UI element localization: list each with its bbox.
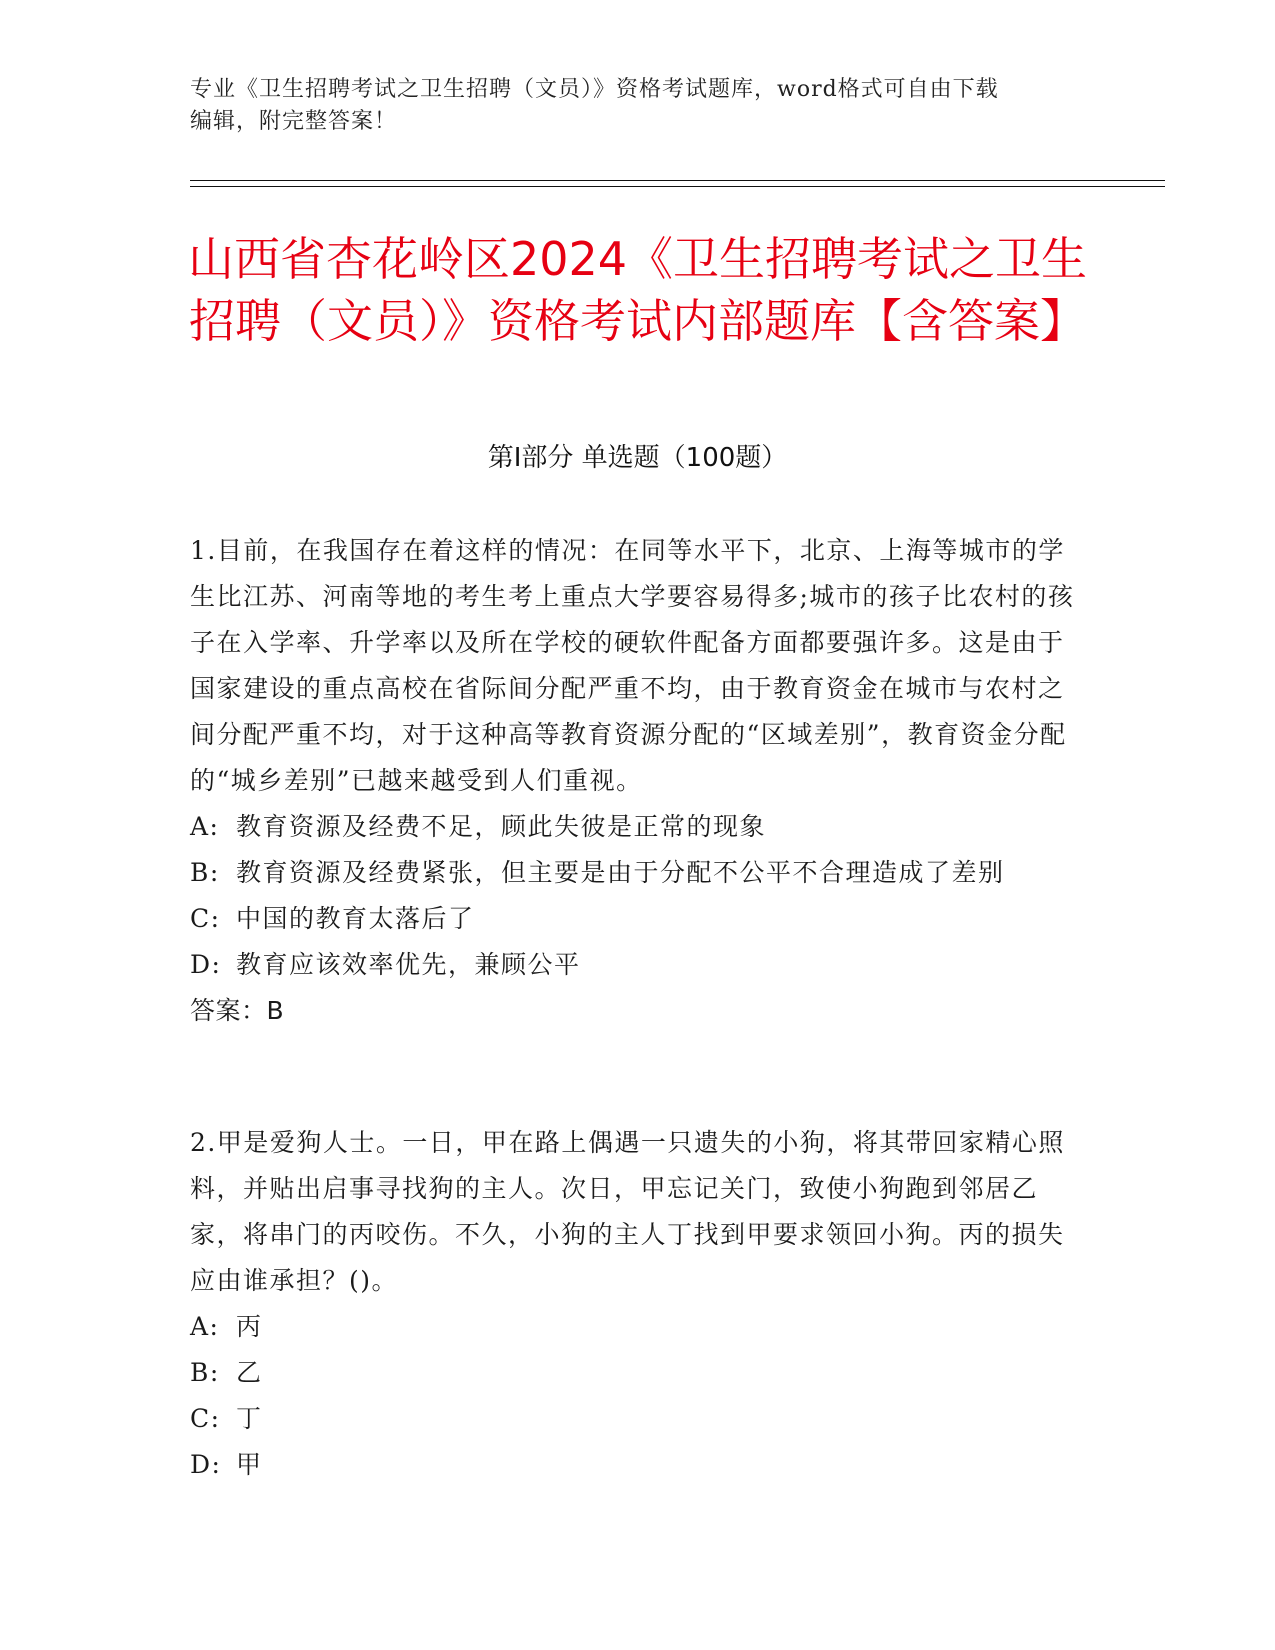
option-b <box>190 1350 1080 1396</box>
header-rule-top <box>190 180 1165 181</box>
option-key: B: <box>190 1358 220 1387</box>
option-a <box>190 804 1080 850</box>
option-key: A: <box>190 812 220 841</box>
option-key: C: <box>190 904 221 933</box>
option-key: C: <box>190 1404 221 1433</box>
option-text: 中国的教育太落后了 <box>236 904 475 933</box>
option-key: D: <box>190 950 222 979</box>
option-a <box>190 1304 1080 1350</box>
option-key: A: <box>190 1312 220 1341</box>
section-heading: 第Ⅰ部分 单选题（100题） <box>487 443 788 473</box>
header-rule-bottom <box>190 186 1165 187</box>
document-title: 山西省杏花岭区2024《卫生招聘考试之卫生招聘（文员）》资格考试内部题库【含答案】 <box>187 232 1088 348</box>
option-d <box>190 1442 1080 1488</box>
option-key: D: <box>190 1450 222 1479</box>
option-text: 教育应该效率优先，兼顾公平 <box>236 950 581 979</box>
option-key: B: <box>190 858 220 887</box>
header-note <box>190 74 1090 138</box>
header-note-line1: 专业《卫生招聘考试之卫生招聘（文员）》资格考试题库，word格式可自由下载 <box>190 77 999 102</box>
question-2 <box>190 1120 1080 1488</box>
question-stem: 1.目前，在我国存在着这样的情况：在同等水平下，北京、上海等城市的学生比江苏、河南等地的考生考上重点大学要容易得多;城市的孩子比农村的孩子在入学率、升学率以及所在学校的硬软件配备方面都要强许多。这是由于国家建设的重点高校在省际间分配严重不均，由于教育资金在城市与农村之间分配严重不均，对于这种高等教育资源分配的“区域差别”，教育资金分配的“城乡差别”已越来越受到人们重视。 <box>190 536 1075 795</box>
option-text: 教育资源及经费不足，顾此失彼是正常的现象 <box>236 812 767 841</box>
option-text: 丁 <box>236 1404 263 1433</box>
question-1 <box>190 528 1080 1034</box>
option-text: 甲 <box>236 1450 263 1479</box>
question-stem: 2.甲是爱狗人士。一日，甲在路上偶遇一只遗失的小狗，将其带回家精心照料，并贴出启事寻找狗的主人。次日，甲忘记关门，致使小狗跑到邻居乙家，将串门的丙咬伤。不久，小狗的主人丁找到甲要求领回小狗。丙的损失应由谁承担？()。 <box>190 1128 1065 1295</box>
option-text: 乙 <box>236 1358 263 1387</box>
option-text: 教育资源及经费紧张，但主要是由于分配不公平不合理造成了差别 <box>236 858 1005 887</box>
option-c <box>190 1396 1080 1442</box>
option-b <box>190 850 1080 896</box>
option-text: 丙 <box>236 1312 263 1341</box>
header-note-line2: 编辑，附完整答案！ <box>190 109 398 134</box>
answer: 答案：B <box>190 996 285 1025</box>
option-d <box>190 942 1080 988</box>
option-c <box>190 896 1080 942</box>
